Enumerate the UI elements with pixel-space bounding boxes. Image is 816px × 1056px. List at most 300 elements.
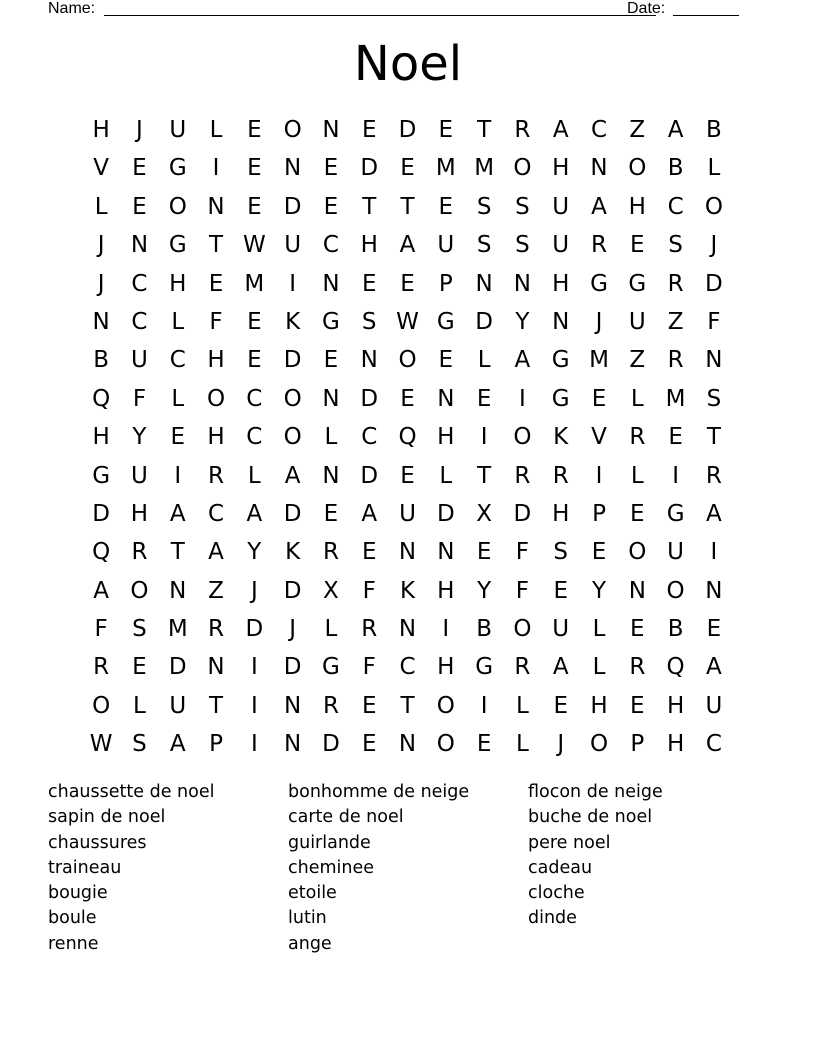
grid-letter: E [361,117,377,143]
grid-letter: R [93,654,110,681]
grid-letter: W [396,308,419,335]
grid-letter: I [480,692,488,719]
word-list [48,780,768,957]
grid-letter: P [438,270,453,297]
grid-letter: S [515,232,530,259]
grid-letter: D [398,117,417,143]
word-list-item: boule [48,908,97,929]
grid-letter: E [438,117,454,143]
grid-letter: H [437,424,455,451]
grid-letter: E [361,731,377,758]
grid-letter: K [399,577,416,604]
grid-letter: N [475,270,493,297]
grid-letter: Z [629,347,646,374]
grid-letter: G [436,308,455,335]
grid-letter: U [705,692,723,719]
grid-letter: E [630,692,645,719]
grid-letter: B [706,117,722,143]
grid-letter: U [437,232,455,259]
grid-letter: R [514,117,531,143]
grid-letter: M [589,347,609,374]
grid-letter: E [476,731,492,758]
grid-letter: U [552,616,570,643]
grid-letter: A [208,539,224,566]
grid-letter: C [169,347,186,374]
date-blank-line [673,15,739,16]
word-list-item: bonhomme de neige [288,782,470,802]
grid-letter: T [477,117,492,143]
grid-letter: G [475,654,494,681]
grid-letter: H [169,270,187,297]
grid-letter: R [208,616,225,643]
grid-letter: J [557,731,565,758]
grid-letter: C [246,385,263,412]
word-list-item: bougie [48,883,108,904]
grid-letter: L [516,692,529,719]
grid-letter: Z [208,577,224,604]
grid-letter: L [171,385,185,412]
grid-letter: I [480,424,488,451]
grid-letter: D [168,654,187,681]
grid-letter: E [247,193,262,220]
grid-letter: D [92,500,110,527]
grid-letter: N [130,232,149,259]
grid-letter: Q [92,385,111,412]
grid-letter: E [400,270,415,297]
grid-letter: C [208,500,225,527]
grid-letter: W [89,731,113,758]
grid-letter: R [552,462,569,489]
grid-letter: L [592,616,606,643]
grid-letter: R [208,462,225,489]
grid-letter: H [666,731,685,758]
grid-letter: Q [92,539,111,566]
grid-letter: A [284,462,301,489]
grid-letter: G [168,155,187,182]
grid-letter: N [322,385,340,412]
word-list-item: cloche [528,883,585,904]
word-list-item: etoile [288,883,337,904]
grid-letter: O [628,155,647,182]
grid-letter: E [706,616,722,643]
grid-letter: E [247,347,262,374]
grid-letter: B [93,347,110,374]
name-blank-line [104,15,656,16]
grid-letter: D [475,308,493,335]
grid-letter: H [130,500,149,527]
grid-letter: G [92,462,111,489]
grid-letter: H [92,117,110,143]
grid-letter: D [705,270,723,297]
grid-letter: N [437,539,455,566]
grid-letter: C [590,117,608,143]
word-list-item: ange [288,933,332,954]
grid-letter: I [710,539,718,566]
grid-letter: L [630,385,644,412]
word-list-item: pere noel [528,832,611,853]
grid-letter: F [132,385,147,412]
grid-letter: G [551,347,570,374]
grid-letter: T [209,232,224,259]
grid-letter: E [476,539,492,566]
grid-letter: Y [132,424,147,451]
grid-letter: U [628,308,646,335]
grid-letter: U [131,347,148,374]
grid-letter: D [360,385,379,412]
grid-letter: R [361,616,378,643]
grid-letter: L [324,424,338,451]
grid-letter: E [438,193,454,220]
grid-letter: A [591,193,607,220]
grid-letter: N [360,347,378,374]
grid-letter: I [250,654,258,681]
grid-letter: H [437,654,455,681]
grid-letter: U [552,193,570,220]
grid-letter: E [247,155,262,182]
grid-letter: E [668,424,683,451]
grid-letter: O [704,193,723,220]
grid-letter: N [284,731,302,758]
word-list-item: flocon de neige [528,782,663,802]
grid-letter: H [552,270,570,297]
grid-letter: D [436,500,455,527]
grid-letter: H [628,193,646,220]
grid-letter: E [438,347,454,374]
grid-letter: D [283,500,302,527]
grid-letter: F [362,577,376,604]
grid-letter: I [250,731,258,758]
grid-letter: U [552,232,570,259]
grid-letter: I [672,462,679,489]
grid-letter: E [591,385,607,412]
grid-letter: S [668,232,683,259]
grid-letter: E [476,385,492,412]
grid-letter: H [590,692,608,719]
grid-letter: D [283,577,302,604]
grid-letter: C [131,308,148,335]
grid-letter: R [514,654,531,681]
grid-letter: N [513,270,532,297]
grid-letter: O [628,539,647,566]
grid-letter: O [666,577,685,604]
grid-letter: U [169,692,187,719]
grid-letter: P [209,731,223,758]
word-list-item: renne [48,933,99,954]
grid-letter: A [93,577,110,604]
grid-letter: S [476,232,492,259]
grid-letter: O [283,385,302,412]
grid-letter: G [551,385,570,412]
grid-letter: A [552,117,569,143]
grid-letter: I [212,155,220,182]
grid-letter: E [323,347,339,374]
page-title: Noel [353,36,463,92]
grid-letter: C [399,654,416,681]
grid-letter: O [589,731,609,758]
grid-letter: V [93,155,110,182]
grid-letter: Q [398,424,417,451]
grid-letter: O [436,692,455,719]
grid-letter: Z [629,117,646,143]
grid-letter: E [208,270,224,297]
grid-letter: J [710,232,718,259]
grid-letter: L [171,308,185,335]
grid-letter: R [514,462,531,489]
grid-letter: N [590,155,608,182]
grid-letter: H [92,424,110,451]
grid-letter: L [133,692,146,719]
grid-letter: E [553,577,568,604]
grid-letter: S [132,616,147,643]
grid-letter: O [283,424,302,451]
grid-letter: F [94,616,108,643]
grid-letter: C [667,193,684,220]
grid-letter: F [707,308,721,335]
word-list-column [48,780,288,957]
grid-letter: K [285,539,301,566]
grid-letter: N [169,577,187,604]
word-list-column [528,780,768,957]
grid-letter: A [169,731,186,758]
grid-letter: R [591,232,607,259]
grid-letter: M [167,616,188,643]
grid-letter: A [706,654,722,681]
grid-letter: N [552,308,570,335]
grid-letter: F [515,539,530,566]
grid-letter: D [322,731,340,758]
grid-letter: F [515,577,530,604]
grid-letter: G [628,270,647,297]
grid-letter: M [244,270,265,297]
grid-letter: E [323,155,339,182]
grid-letter: T [400,692,415,719]
word-list-item: buche de noel [528,807,653,828]
grid-letter: C [705,731,722,758]
grid-letter: I [519,385,526,412]
grid-letter: O [436,731,455,758]
grid-letter: E [400,385,415,412]
grid-letter: G [590,270,608,297]
grid-letter: N [398,731,417,758]
grid-letter: H [207,347,225,374]
name-label: Name: [48,0,96,17]
grid-letter: C [131,270,148,297]
grid-letter: H [552,155,570,182]
grid-letter: H [552,500,570,527]
grid-letter: Y [515,308,530,335]
grid-letter: L [94,193,108,220]
grid-letter: O [513,424,532,451]
grid-letter: B [667,616,684,643]
grid-letter: O [283,117,302,143]
grid-letter: L [477,347,491,374]
grid-letter: I [595,462,603,489]
grid-letter: T [706,424,721,451]
grid-letter: G [666,500,685,527]
grid-letter: N [398,539,417,566]
grid-letter: N [322,117,340,143]
grid-letter: L [209,117,223,143]
grid-letter: N [92,308,110,335]
grid-letter: R [629,424,646,451]
grid-letter: L [707,155,721,182]
word-list-item: chaussures [48,832,147,853]
grid-letter: B [476,616,492,643]
word-list-item: lutin [288,908,327,929]
grid-letter: O [513,155,532,182]
grid-letter: J [97,270,105,297]
grid-letter: S [553,539,569,566]
grid-letter: G [322,654,340,681]
grid-letter: E [630,232,645,259]
grid-letter: N [398,616,417,643]
grid-letter: T [477,462,492,489]
grid-letter: E [247,308,262,335]
grid-letter: P [630,731,645,758]
grid-letter: S [706,385,722,412]
grid-letter: T [209,692,224,719]
grid-letter: E [553,692,568,719]
grid-letter: N [207,654,225,681]
grid-letter: J [289,616,297,643]
grid-letter: L [324,616,338,643]
grid-letter: F [209,308,223,335]
grid-letter: O [168,193,187,220]
grid-letter: U [131,462,148,489]
word-list-item: cheminee [288,857,375,878]
grid-letter: K [285,308,301,335]
grid-letter: R [667,347,684,374]
grid-letter: I [250,692,258,719]
grid-letter: O [206,385,226,412]
grid-letter: A [514,347,531,374]
word-list-item: cadeau [528,857,593,878]
grid-letter: I [289,270,297,297]
grid-letter: E [361,270,377,297]
grid-letter: N [322,270,340,297]
grid-letter: N [705,347,723,374]
grid-letter: H [360,232,378,259]
grid-letter: S [361,308,377,335]
date-label: Date: [627,0,666,17]
grid-letter: M [474,155,495,182]
grid-letter: L [247,462,261,489]
grid-letter: E [247,117,262,143]
grid-letter: W [242,232,266,259]
grid-letter: S [515,193,530,220]
grid-letter: G [168,232,187,259]
grid-letter: R [322,692,339,719]
grid-letter: H [207,424,225,451]
grid-letter: C [322,232,339,259]
grid-letter: S [476,193,492,220]
grid-letter: U [399,500,416,527]
grid-letter: V [591,424,607,451]
grid-letter: R [705,462,722,489]
grid-letter: I [174,462,182,489]
worksheet-header [48,0,748,20]
grid-letter: N [705,577,723,604]
grid-letter: U [284,232,302,259]
grid-letter: E [630,616,645,643]
word-list-column [288,780,528,957]
grid-letter: T [170,539,185,566]
grid-letter: I [442,616,450,643]
grid-letter: N [284,155,302,182]
grid-letter: A [552,654,569,681]
grid-letter: U [667,539,685,566]
word-list-item: sapin de noel [48,807,166,828]
grid-letter: O [398,347,417,374]
grid-letter: T [400,193,415,220]
grid-letter: L [592,654,606,681]
grid-letter: R [629,654,646,681]
grid-letter: A [399,232,416,259]
word-list-item: dinde [528,908,577,929]
grid-letter: E [591,539,607,566]
grid-letter: D [245,616,264,643]
grid-letter: B [667,155,684,182]
grid-letter: C [361,424,378,451]
grid-letter: S [132,731,147,758]
grid-letter: M [435,155,456,182]
grid-letter: A [667,117,684,143]
grid-letter: O [513,616,532,643]
grid-letter: L [630,462,644,489]
word-list-item: chaussette de noel [48,782,215,802]
grid-letter: N [207,193,225,220]
grid-letter: N [284,692,302,719]
grid-letter: O [92,692,111,719]
grid-letter: D [283,347,302,374]
grid-letter: X [476,500,492,527]
grid-letter: T [362,193,377,220]
grid-letter: E [170,424,186,451]
grid-letter: M [665,385,686,412]
grid-letter: A [706,500,722,527]
letter-grid [82,111,733,764]
grid-letter: C [246,424,263,451]
word-list-item: carte de noel [288,807,404,828]
grid-letter: E [132,193,147,220]
grid-letter: G [322,308,340,335]
grid-letter: J [97,232,105,259]
grid-letter: E [323,500,339,527]
grid-letter: H [666,692,685,719]
grid-letter: N [437,385,455,412]
grid-letter: J [250,577,258,604]
word-list-item: traineau [48,857,122,878]
grid-letter: R [667,270,684,297]
grid-letter: O [130,577,149,604]
grid-letter: U [169,117,187,143]
grid-letter: E [361,539,377,566]
grid-letter: J [136,117,143,143]
grid-letter: L [516,731,529,758]
grid-letter: P [592,500,606,527]
grid-letter: A [169,500,186,527]
grid-letter: D [283,193,302,220]
grid-letter: Z [667,308,684,335]
grid-letter: R [322,539,339,566]
grid-letter: E [400,155,415,182]
grid-letter: Y [247,539,262,566]
grid-letter: E [132,155,147,182]
grid-letter: E [361,692,377,719]
grid-letter: E [132,654,147,681]
grid-letter: J [595,308,603,335]
grid-letter: D [513,500,532,527]
